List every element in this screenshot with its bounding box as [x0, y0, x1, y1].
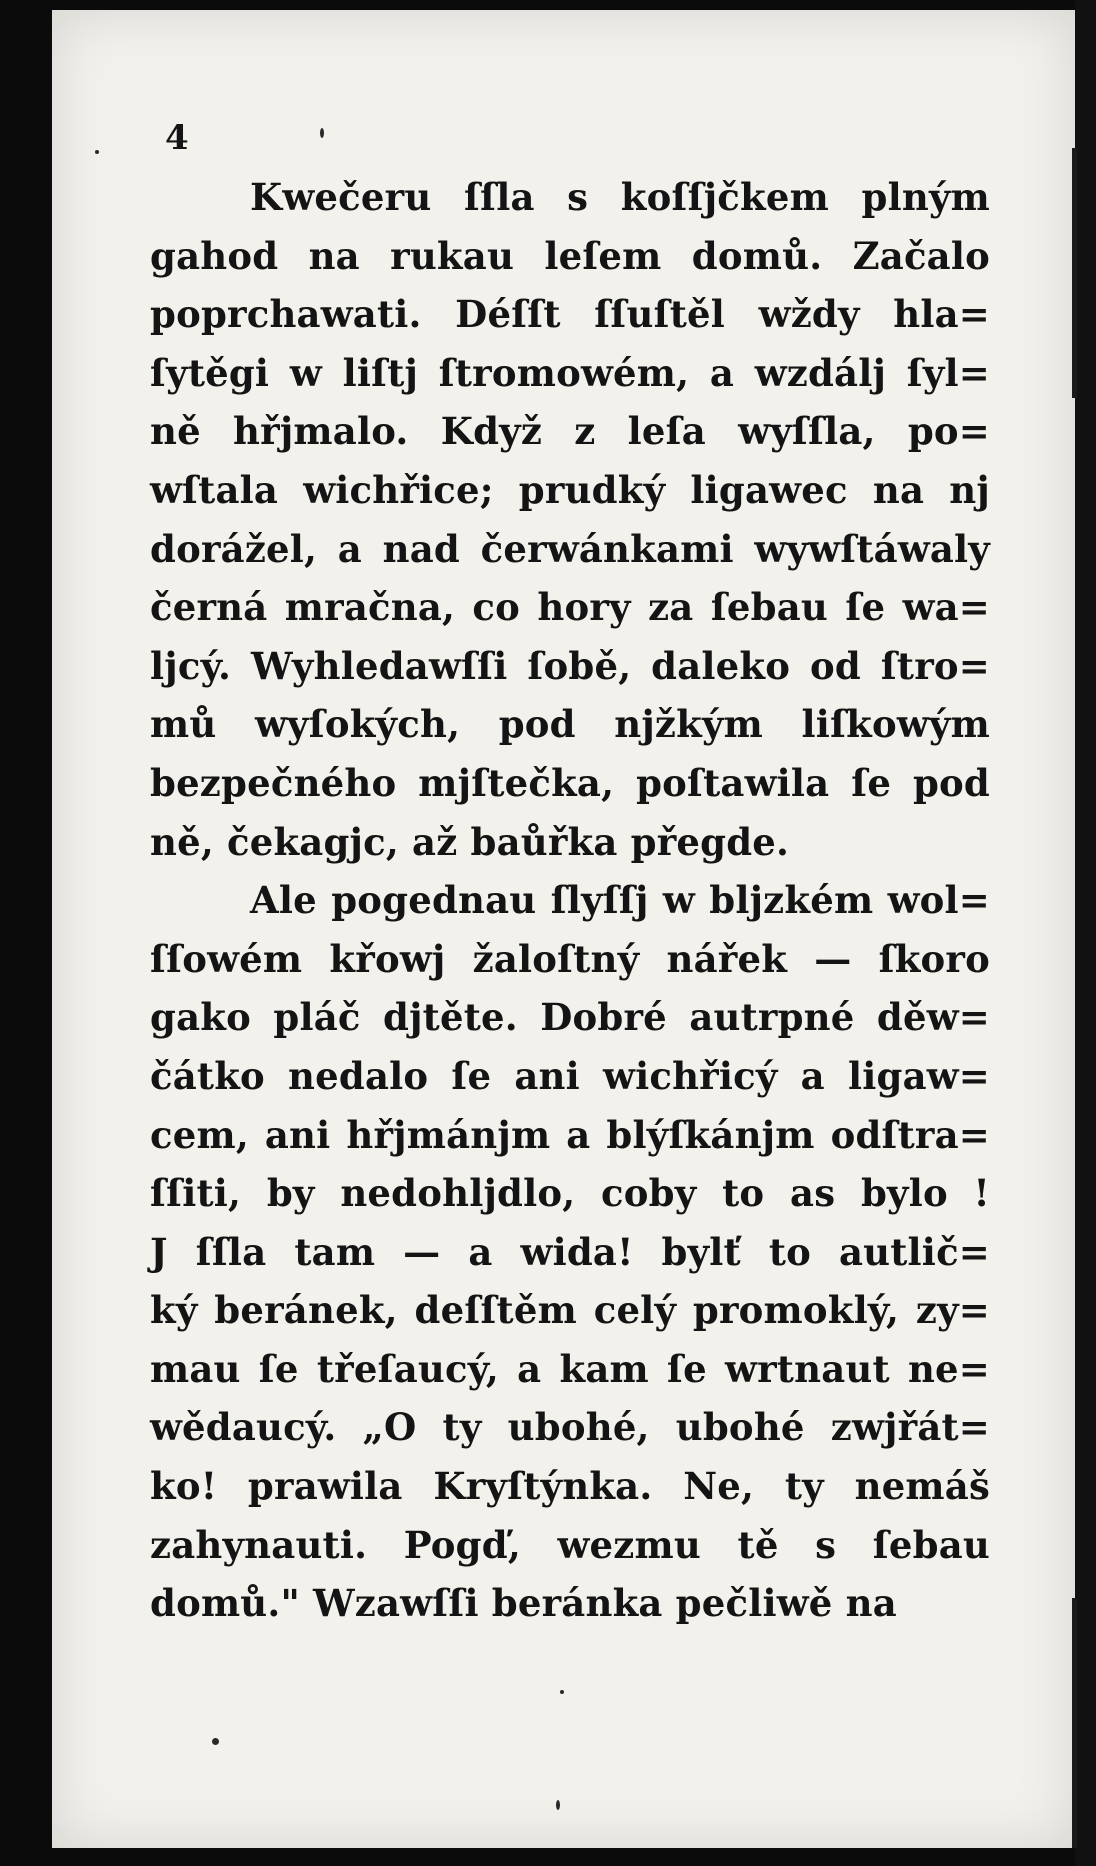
- text-line: ljcý. Wyhledawſſi ſobě, daleko od ſtro=: [150, 643, 990, 688]
- text-line: zahynauti. Pogď, wezmu tě s ſebau: [150, 1522, 990, 1567]
- text-line: mů wyſokých, pod njžkým liſkowým: [150, 702, 990, 747]
- text-line: dorážel, a nad čerwánkami wywſtáwaly: [150, 526, 990, 571]
- text-line: gako pláč djtěte. Dobré autrpné děw=: [150, 995, 990, 1040]
- text-line: domů." Wzawſſi beránka pečliwě na: [150, 1581, 897, 1626]
- ink-speck: [212, 1738, 219, 1745]
- text-line: wědaucý. „O ty ubohé, ubohé zwjřát=: [150, 1405, 990, 1450]
- ink-speck: [560, 1690, 564, 1694]
- text-line: ně, čekagjc, až baůřka přegde.: [150, 819, 790, 864]
- text-line: ſſiti, by nedohljdlo, coby to as bylo !: [150, 1171, 990, 1216]
- text-line: čátko nedalo ſe ani wichřicý a ligaw=: [150, 1053, 990, 1098]
- ink-speck: [95, 150, 99, 154]
- body-text: [150, 168, 990, 1633]
- text-line: cem, ani hřjmánjm a blýſkánjm odſtra=: [150, 1112, 990, 1157]
- text-line: mau ſe třeſaucý, a kam ſe wrtnaut ne=: [150, 1346, 990, 1391]
- text-line: Ale pogednau ſlyſſj w bljzkém wol=: [250, 878, 990, 923]
- text-line: J ſſla tam — a wida! bylť to autlič=: [150, 1229, 990, 1274]
- text-line: ko! prawila Kryſtýnka. Ne, ty nemáš: [150, 1464, 990, 1509]
- text-line: černá mračna, co hory za ſebau ſe wa=: [150, 585, 990, 630]
- text-line: ſſowém křowj žaloſtný nářek — ſkoro: [150, 936, 990, 981]
- text-line: Kwečeru ſſla s koſſjčkem plným: [250, 175, 990, 219]
- ink-speck: [320, 128, 324, 138]
- text-line: bezpečného mjſtečka, poſtawila ſe pod: [150, 760, 990, 805]
- text-line: gahod na rukau leſem domů. Začalo: [150, 233, 990, 278]
- page-edge-shadow: [1075, 0, 1096, 1866]
- text-line: wſtala wichřice; prudký ligawec na nj: [150, 467, 990, 512]
- page-number: 4: [165, 118, 189, 158]
- text-line: ký beránek, deſſtěm celý promoklý, zy=: [150, 1288, 990, 1333]
- text-line: ně hřjmalo. Když z leſa wyſſla, po=: [150, 409, 990, 454]
- ink-speck: [556, 1800, 560, 1810]
- text-line: ſytěgi w liſtj ſtromowém, a wzdálj ſyl=: [150, 350, 990, 395]
- page-edge-mark: [1072, 1598, 1077, 1848]
- page-edge-mark: [1072, 148, 1077, 398]
- text-line: poprchawati. Déſſt ſſuſtěl wždy hla=: [150, 292, 990, 337]
